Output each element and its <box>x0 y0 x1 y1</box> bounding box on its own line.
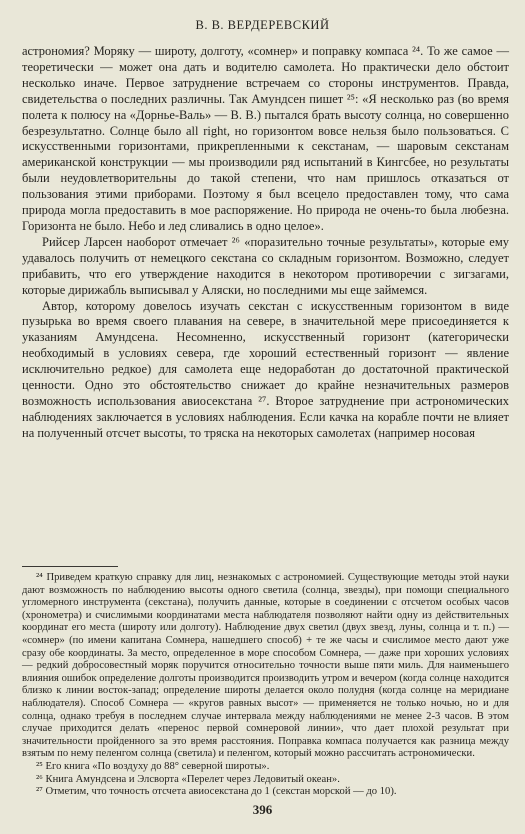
footnotes <box>22 572 509 799</box>
running-header: В. В. ВЕРДЕРЕВСКИЙ <box>195 18 330 32</box>
footnote: ²⁴ Приведем краткую справку для лиц, незнакомых с астрономией. Существующие методы этой науки дают возможность по наблюдению высоты одного светила (солнца, звезды), при помощи специального угломерного инструмента (секстана), получить данные, которые в соединении с отсчетом особых часов (хронометра) и счислимыми координатами места наблюдателя позволяют найти одну из действительных координат его места (широту или долготу). Наблюдение двух светил (двух звезд, луны, солнца и т. п.) — «сомнер» (по имени капитана Сомнера, нашедшего способ) + те же часы и счислимое место дают уже сразу обе координаты. За место, определенное в море способом Сомнера, — даже при хороших условиях — редкий добросовестный моряк поручится относительно точности выше пяти миль. Для наименьшего влияния ошибок определение долготы производится производить утром и вечером (когда солнце находится близко к линии восток-запад; определение широты делается около полудня (когда солнце на меридиане наблюдателя). Способ Сомнера — «кругов равных высот» — применяется не только ночью, но и для солнца, однако требуя в последнем случае интервала между наблюдениями не менее 2-3 часов. В этом случае приходится делать «перенос первой сомнеровой линии», что дает плохой результат при значительности пройденного за это время расстояния. Поправка компаса получается как разница между взятым по нему пеленгом солнца (светила) и пеленгом, который можно рассчитать астрономически. <box>22 572 509 760</box>
paragraph: Рийсер Ларсен наоборот отмечает ²⁶ «поразительно точные результаты», которые ему удавалось получить от немецкого секстана со складным горизонтом. Возможно, следует прибавить, что его утверждение находится в некотором противоречии с зигзагами, которые дирижабль выписывал у Аляски, но последними мы еще займемся. <box>22 234 509 297</box>
paragraph: Автор, которому довелось изучать секстан с искусственным горизонтом в виде пузырька во время своего плавания на севере, в значительной мере присоединяется к указаниям Амундсена. Несомненно, искусственный горизонт (категорически необходимый в условиях севера, где хороший естественный горизонт — явление исключительно редкое) для самолета еще недоработан до достаточной практической ценности. Одно это обстоятельство снижает до крайне незначительных размеров возможность использования авиосекстана ²⁷. Второе затруднение при астрономических наблюдениях заключается в условиях наблюдения. Если качка на корабле почти не влияет на полученный отсчет высоты, то тряска на некоторых самолетах (например носовая <box>22 298 509 440</box>
paragraph: астрономия? Моряку — широту, долготу, «сомнер» и поправку компаса ²⁴. То же самое — теоретически — может она дать и водителю самолета. Но практически дело обстоит несколько иначе. Первое затруднение встречаем со стороны инструментов. Правда, свидетельства о последних различны. Так Амундсен пишет ²⁵: «Я несколько раз (во время полета к полюсу на «Дорнье-Валь» — В. В.) пытался брать высоту солнца, но совершенно безрезультатно. Солнце было all right, но горизонтом вовсе нельзя было пользоваться. С искусственными горизонтами, прикрепленными к секстанам, — шаровым секстанам американской конструкции — мы производили ряд испытаний в Кингсбее, но результаты были неудовлетворительны до такой степени, что нам пришлось отказаться от пользования этими приборами. Поэтому я был всецело предоставлен тому, что сама природа могла предоставить в мое распоряжение. Но природа не очень-то была любезна. Горизонта не было. Небо и лед сливались в одно целое». <box>22 44 509 233</box>
main-text <box>22 44 509 442</box>
page-number: 396 <box>252 802 273 817</box>
footnote: ²⁷ Отметим, что точность отсчета авиосекстана до 1 (секстан морской — до 10). <box>36 786 397 798</box>
footnote-separator <box>22 566 118 567</box>
footnote: ²⁵ Его книга «По воздуху до 88° северной широты». <box>36 760 270 772</box>
footnote: ²⁶ Книга Амундсена и Элсворта «Перелет через Ледовитый океан». <box>36 773 340 785</box>
